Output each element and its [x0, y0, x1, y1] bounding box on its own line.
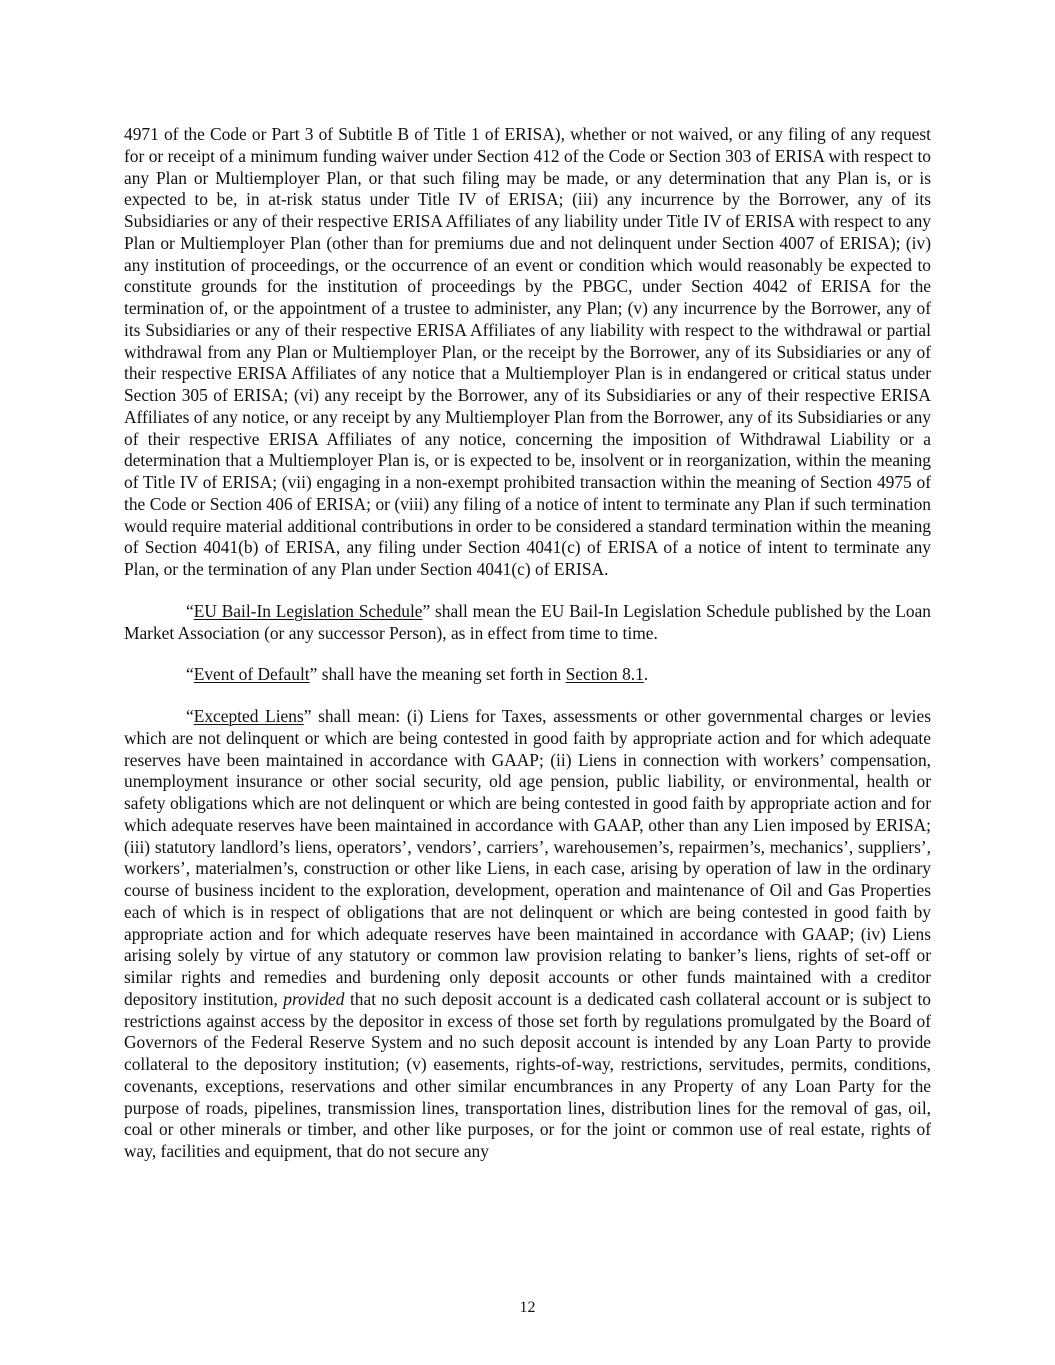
document-page — [124, 124, 931, 1163]
defined-term: Event of Default — [193, 664, 310, 685]
paragraph-erisa-event-continued — [124, 124, 931, 581]
definition-event-of-default — [124, 664, 931, 686]
defined-term: Excepted Liens — [193, 706, 304, 726]
definition-text-part-2: that no such deposit account is a dedicated cash collateral account or is subject to restrictions against access by the depositor in excess of those set forth by regulations promulgated by the Board of Governors of the Federal Reserve System and no such deposit account is intended by any Loan Party to provide collateral to the depository institution; (v) easements, rights-of-way, restrictions, servitudes, permits, conditions, covenants, exceptions, reservations and other similar encumbrances in any Property of any Loan Party for the purpose of roads, pipelines, transmission lines, transportation lines, distribution lines for the removal of gas, oil, coal or other minerals or timber, and other like purposes, or for the joint or common use of real estate, rights of way, facilities and equipment, that do not secure any — [124, 988, 931, 1161]
definition-eu-bail-in-legislation-schedule — [124, 601, 931, 645]
italic-proviso-word: provided — [283, 988, 345, 1009]
definition-end: . — [643, 664, 649, 685]
definition-excepted-liens — [124, 706, 931, 1163]
definition-text-part-1: ” shall mean: (i) Liens for Taxes, assessments or other governmental charges or levies which are not delinquent or which are being contested in good faith by appropriate action and for which adequate reserves have been maintained in accordance with GAAP; (ii) Liens in connection with workers’ compensation, unemployment insurance or other social security, old age pension, public liability, or environmental, health or safety obligations which are not delinquent or which are being contested in good faith by appropriate action and for which adequate reserves have been maintained in accordance with GAAP, other than any Lien imposed by ERISA; (iii) statutory landlord’s liens, operators’, vendors’, carriers’, warehousemen’s, repairmen’s, mechanics’, suppliers’, workers’, materialmen’s, construction or other like Liens, in each case, arising by operation of law in the ordinary course of business incident to the exploration, development, operation and maintenance of Oil and Gas Properties each of which is in respect of obligations that are not delinquent or which are being contested in good faith by appropriate action and for which adequate reserves have been maintained in accordance with GAAP; (iv) Liens arising solely by virtue of any statutory or common law provision relating to banker’s liens, rights of set-off or similar rights and remedies and burdening only deposit accounts or other funds maintained with a creditor depository institution, — [124, 706, 931, 1009]
defined-term: EU Bail-In Legislation Schedule — [193, 600, 423, 621]
open-quote: “ — [186, 600, 194, 621]
open-quote: “ — [186, 664, 194, 685]
section-reference: Section 8.1 — [565, 664, 644, 685]
definition-text: ” shall have the meaning set forth in — [309, 664, 566, 685]
paragraph-text: 4971 of the Code or Part 3 of Subtitle B of Title 1 of ERISA), whether or not waived, or any filing of any request for or receipt of a minimum funding waiver under Section 412 of the Code or Section 303 of ERISA with respect to any Plan or Multiemployer Plan, or that such filing may be made, or any determination that any Plan is, or is expected to be, in at-risk status under Title IV of ERISA; (iii) any incurrence by the Borrower, any of its Subsidiaries or any of their respective ERISA Affiliates of any liability under Title IV of ERISA with respect to any Plan or Multiemployer Plan (other than for premiums due and not delinquent under Section 4007 of ERISA); (iv) any institution of proceedings, or the occurrence of an event or condition which would reasonably be expected to constitute grounds for the institution of proceedings by the PBGC, under Section 4042 of ERISA for the termination of, or the appointment of a trustee to administer, any Plan; (v) any incurrence by the Borrower, any of its Subsidiaries or any of their respective ERISA Affiliates of any liability with respect to the withdrawal or partial withdrawal from any Plan or Multiemployer Plan, or the receipt by the Borrower, any of its Subsidiaries or any of their respective ERISA Affiliates of any notice that a Multiemployer Plan is in endangered or critical status under Section 305 of ERISA; (vi) any receipt by the Borrower, any of its Subsidiaries or any of their respective ERISA Affiliates of any notice, or any receipt by any Multiemployer Plan from the Borrower, any of its Subsidiaries or any of their respective ERISA Affiliates of any notice, concerning the imposition of Withdrawal Liability or a determination that a Multiemployer Plan is, or is expected to be, insolvent or in reorganization, within the meaning of Title IV of ERISA; (vii) engaging in a non-exempt prohibited transaction within the meaning of Section 4975 of the Code or Section 406 of ERISA; or (viii) any filing of a notice of intent to terminate any Plan if such termination would require material additional contributions in order to be considered a standard termination within the meaning of Section 4041(b) of ERISA, any filing under Section 4041(c) of ERISA of a notice of intent to terminate any Plan, or the termination of any Plan under Section 4041(c) of ERISA. — [124, 124, 931, 579]
page-number: 12 — [519, 1299, 536, 1316]
open-quote: “ — [186, 706, 194, 726]
definition-text: ” shall mean the EU Bail-In Legislation Schedule published by the Loan Market Association (or any successor Person), as in effect from time to time. — [124, 600, 931, 643]
